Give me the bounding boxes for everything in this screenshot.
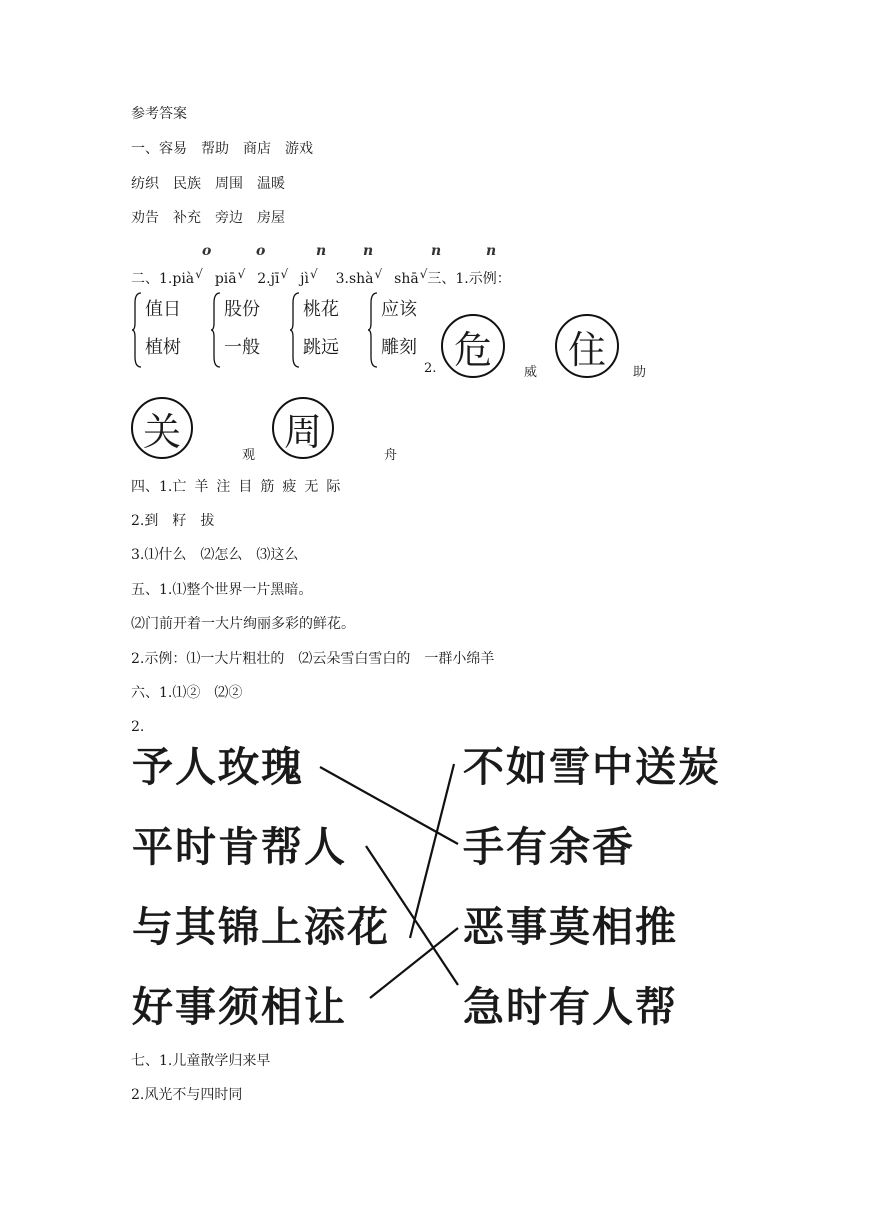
section6-label2: 2. [131, 719, 145, 735]
word-top: 值日 [145, 299, 181, 320]
match-line [370, 928, 458, 998]
word: 商店 [243, 141, 271, 157]
tone-mark: n [486, 243, 497, 259]
match-left-item: 与其锦上添花 [132, 903, 390, 951]
word: 纺织 [131, 176, 159, 192]
pinyin: jì [300, 271, 309, 287]
word: 劝告 [131, 210, 159, 226]
circled-char: 住 [555, 314, 619, 378]
word-bottom: 一般 [224, 337, 260, 358]
char: 目 [238, 479, 253, 495]
pinyin: piā [214, 271, 237, 287]
check-mark-icon: √ [237, 267, 246, 281]
word: 房屋 [257, 210, 285, 226]
tone-mark: n [316, 243, 327, 259]
check-mark-icon: √ [419, 267, 428, 281]
match-right-item: 急时有人帮 [463, 983, 678, 1031]
tone-mark: n [431, 243, 442, 259]
word: 周围 [215, 176, 243, 192]
check-mark-icon: √ [309, 267, 318, 281]
check-mark-icon: √ [280, 267, 289, 281]
section-label: 三、1.示例： [427, 271, 511, 287]
circled-char: 关 [131, 397, 193, 459]
section4-line3: 3.⑴什么 ⑵怎么 ⑶这么 [131, 547, 299, 563]
section5-line2: ⑵门前开着一大片绚丽多彩的鲜花。 [131, 616, 355, 632]
check-mark-icon: √ [195, 267, 203, 281]
word-bottom: 跳远 [303, 337, 339, 358]
word: 补充 [173, 210, 201, 226]
word: 民族 [173, 176, 201, 192]
word-top: 应该 [381, 299, 417, 320]
tone-mark: o [202, 243, 212, 259]
section-label: 四、1. [131, 479, 173, 495]
homophone-word: 舟 [384, 448, 398, 463]
char: 无 [304, 479, 319, 495]
word: 旁边 [215, 210, 243, 226]
section5-line3: 2.示例：⑴一大片粗壮的 ⑵云朵雪白雪白的 一群小绵羊 [131, 651, 495, 667]
match-left-item: 予人玫瑰 [132, 743, 304, 791]
check-mark-icon: √ [374, 267, 383, 281]
item-label: 2. [131, 513, 145, 529]
word-top: 桃花 [303, 299, 339, 320]
word: 游戏 [285, 141, 313, 157]
char: 拔 [200, 513, 215, 529]
word-bottom: 植树 [145, 337, 181, 358]
tone-mark: o [256, 243, 266, 259]
homophone-word: 威 [524, 365, 538, 380]
char: 羊 [194, 479, 209, 495]
word: 温暖 [257, 176, 285, 192]
word: 容易 [159, 141, 187, 157]
circled-char: 周 [272, 397, 334, 459]
match-right-item: 恶事莫相推 [463, 903, 678, 951]
pinyin: 1.pià [159, 271, 195, 287]
char: 籽 [172, 513, 187, 529]
word-top: 股份 [224, 299, 260, 320]
pinyin: shā [394, 271, 419, 287]
homophone-word: 助 [633, 365, 647, 380]
char: 到 [144, 513, 159, 529]
match-line [410, 764, 454, 938]
match-left-item: 好事须相让 [132, 983, 347, 1031]
section7-line1: 七、1.儿童散学归来早 [131, 1053, 271, 1069]
section7-line2: 2.风光不与四时同 [131, 1087, 243, 1103]
circled-char: 危 [441, 314, 505, 378]
pinyin: 3.shà [335, 271, 374, 287]
section5-line1: 五、1.⑴整个世界一片黑暗。 [131, 582, 313, 598]
char: 注 [216, 479, 231, 495]
pinyin: 2.jī [257, 271, 280, 287]
word: 帮助 [201, 141, 229, 157]
char: 疲 [282, 479, 297, 495]
word-bottom: 雕刻 [381, 337, 417, 358]
item-label: 2. [424, 361, 437, 376]
char: 筋 [260, 479, 275, 495]
homophone-word: 观 [242, 448, 256, 463]
section-label: 二、 [131, 271, 159, 287]
answer-title: 参考答案 [131, 106, 187, 122]
char: 际 [326, 479, 341, 495]
match-right-item: 不如雪中送炭 [463, 743, 721, 791]
char: 亡 [172, 479, 187, 495]
match-right-item: 手有余香 [463, 823, 635, 871]
match-left-item: 平时肯帮人 [132, 823, 347, 871]
section-label: 一、 [131, 141, 159, 157]
section6-line1: 六、1.⑴② ⑵② [131, 685, 243, 701]
tone-mark: n [363, 243, 374, 259]
